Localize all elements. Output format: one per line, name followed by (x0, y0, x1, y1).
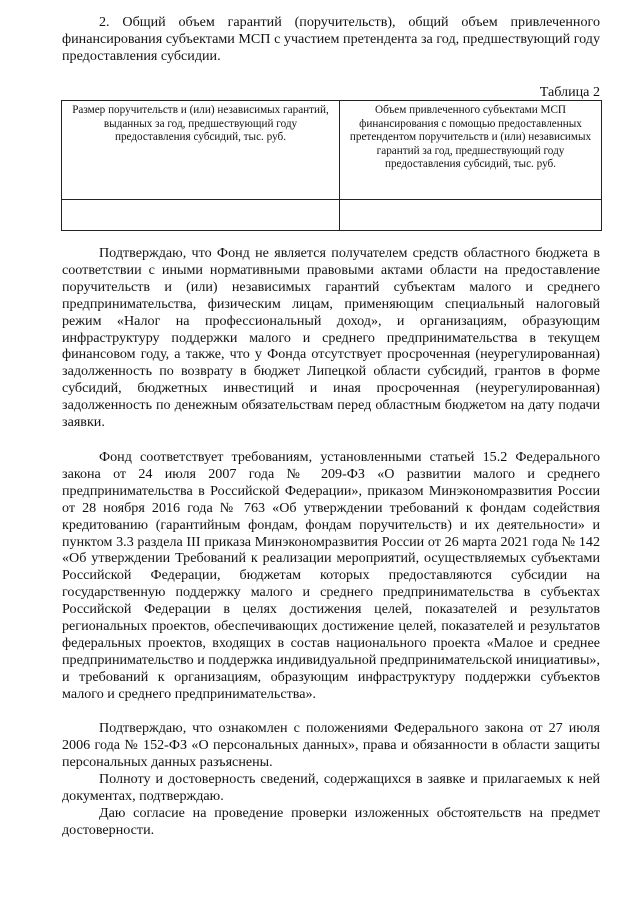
table-header-row (62, 101, 602, 200)
paragraph-personal-data: Подтверждаю, что ознакомлен с положениями Федерального закона от 27 июля 2006 года № 152-ФЗ «О персональных данных», права и обязанности в области защиты персональных данных разъяснены. (62, 720, 600, 770)
table-header-financing: Объем привлеченного субъектами МСП финансирования с помощью предоставленных претендентом поручительств и (или) независимых гарантий за год, предшествующий году предоставления субсидий, тыс. руб. (340, 101, 602, 200)
table-header-guarantees: Размер поручительств и (или) независимых гарантий, выданных за год, предшествующий году предоставления субсидий, тыс. руб. (62, 101, 340, 200)
table-label: Таблица 2 (539, 84, 600, 100)
paragraph-no-budget-funds: Подтверждаю, что Фонд не является получателем средств областного бюджета в соответствии с иными нормативными правовыми актами области на предоставление поручительств и (или) независимых гарантий субъектам малого и среднего предпринимательства, физическим лицам, применяющим специальный налоговый режим «Налог на профессиональный доход», и организациям, образующим инфраструктуру поддержки малого и среднего предпринимательства в текущем финансовом году, а также, что у Фонда отсутствует просроченная (неурегулированная) задолженность по возврату в бюджет Липецкой области субсидий, грантов в форме субсидий, бюджетных инвестиций и иная просроченная (неурегулированная) задолженность по денежным обязательствам перед областным бюджетом на дату подачи заявки. (62, 245, 600, 431)
table-cell-guarantees (62, 200, 340, 231)
paragraph-fund-requirements: Фонд соответствует требованиям, установленными статьей 15.2 Федерального закона от 24 июля 2007 года № 209-ФЗ «О развитии малого и среднего предпринимательства в Российской Федерации», приказом Минэкономразвития России от 28 ноября 2016 года № 763 «Об утверждении требований к фондам содействия кредитованию (гарантийным фондам, фондам поручительств) и их деятельности» и пунктом 3.3 раздела III приказа Минэкономразвития России от 26 марта 2021 года № 142 «Об утверждении Требований к реализации мероприятий, осуществляемых субъектами Российской Федерации, бюджетам которых предоставляются субсидии на государственную поддержку малого и среднего предпринимательства в субъектах Российской Федерации в целях достижения целей, показателей и результатов региональных проектов, обеспечивающих достижение целей, показателей и результатов федеральных проектов, входящих в состав национального проекта «Малое и среднее предпринимательство и поддержка индивидуальной предпринимательской инициативы», и требований к организациям, образующим инфраструктуру поддержки субъектов малого и среднего предпринимательства». (62, 449, 600, 702)
table-row (62, 200, 602, 231)
table-cell-financing (340, 200, 602, 231)
paragraph-completeness: Полноту и достоверность сведений, содержащихся в заявке и прилагаемых к ней документах, подтверждаю. (62, 771, 600, 804)
section-2-heading: 2. Общий объем гарантий (поручительств), общий объем привлеченного финансирования субъектами МСП с участием претендента за год, предшествующий году предоставления субсидии. (62, 14, 600, 64)
paragraph-consent-verification: Даю согласие на проведение проверки изложенных обстоятельств на предмет достоверности. (62, 805, 600, 838)
table-2 (61, 100, 602, 231)
